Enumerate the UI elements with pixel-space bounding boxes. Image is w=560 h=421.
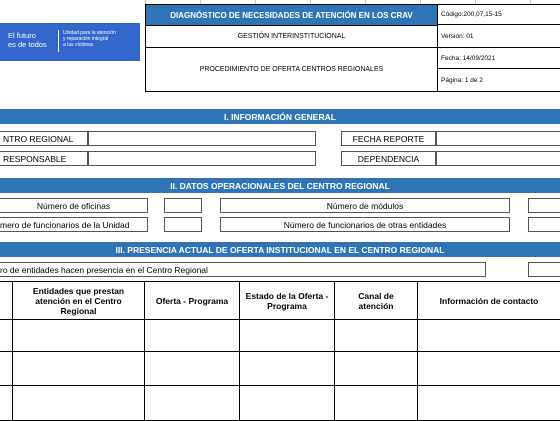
section1-title: I. INFORMACIÓN GENERAL (0, 109, 560, 124)
table-row-cell[interactable] (239, 385, 335, 421)
section3-title: III. PRESENCIA ACTUAL DE OFERTA INSTITUCIONAL EN EL CENTRO REGIONAL (0, 242, 560, 257)
col-entidades: Entidades que prestan atención en el Centro Regional (12, 281, 145, 320)
table-row-cell[interactable] (334, 385, 418, 421)
col-estado: Estado de la Oferta - Programa (239, 281, 335, 320)
oficinas-input[interactable] (164, 198, 202, 213)
header-subtitle: GESTIÓN INTERINSTITUCIONAL (146, 25, 437, 48)
unit-text: Unidad para la atención y reparación integral a las víctimas (63, 30, 116, 49)
table-row-cell[interactable] (144, 385, 240, 421)
table-row-cell[interactable] (417, 385, 560, 421)
centro-regional-input[interactable] (88, 131, 316, 146)
responsable-label: RESPONSABLE (0, 151, 88, 166)
funcionarios-otras-label: Número de funcionarios de otras entidades (220, 217, 510, 232)
modulos-label: Número de módulos (220, 198, 510, 213)
table-row-cell[interactable] (12, 385, 145, 421)
modulos-input[interactable] (528, 198, 560, 213)
section2-title: II. DATOS OPERACIONALES DEL CENTRO REGIONAL (0, 178, 560, 193)
header-pagina: Página: 1 de 2 (441, 76, 483, 84)
oficinas-label: Número de oficinas (0, 198, 148, 213)
fecha-reporte-label: FECHA REPORTE (341, 131, 436, 146)
funcionarios-unidad-label: mero de funcionarios de la Unidad (0, 217, 148, 232)
fecha-reporte-input[interactable] (436, 131, 560, 146)
col-canal: Canal de atención (334, 281, 418, 320)
table-body (0, 319, 560, 420)
header-version: Versión: 01 (438, 25, 560, 48)
table-row-cell[interactable] (417, 319, 560, 352)
header-procedure: PROCEDIMIENTO DE OFERTA CENTROS REGIONALES (199, 66, 384, 73)
table-row-cell[interactable] (12, 319, 145, 352)
header-fecha: Fecha: 14/09/2021 (438, 48, 560, 69)
header-codigo: Código:200,07,15-15 (438, 5, 560, 25)
entidades-count-label: ro de entidades hacen presencia en el Centro Regional (0, 262, 486, 277)
table-row-cell[interactable] (239, 351, 335, 386)
entidades-count-input[interactable] (528, 262, 560, 277)
table-row-cell[interactable] (239, 319, 335, 352)
funcionarios-otras-input[interactable] (528, 217, 560, 232)
centro-regional-label: NTRO REGIONAL (0, 131, 88, 146)
logo-divider (58, 30, 59, 52)
table-row-cell[interactable] (144, 319, 240, 352)
responsable-input[interactable] (88, 151, 316, 166)
table-row-cell[interactable] (144, 351, 240, 386)
table-row-cell[interactable] (417, 351, 560, 386)
dependencia-input[interactable] (436, 151, 560, 166)
table-row-cell[interactable] (334, 351, 418, 386)
header-logo (0, 23, 140, 61)
funcionarios-unidad-input[interactable] (164, 217, 202, 232)
table-row-cell[interactable] (12, 351, 145, 386)
header-title: DIAGNÓSTICO DE NECESIDADES DE ATENCIÓN EN LOS CRAV (146, 5, 437, 25)
table-row-cell[interactable] (334, 319, 418, 352)
col-contacto: Información de contacto (417, 281, 560, 320)
brand-text: El futuro es de todos (8, 31, 47, 49)
col-oferta: Oferta - Programa (144, 281, 240, 320)
dependencia-label: DEPENDENCIA (341, 151, 436, 166)
